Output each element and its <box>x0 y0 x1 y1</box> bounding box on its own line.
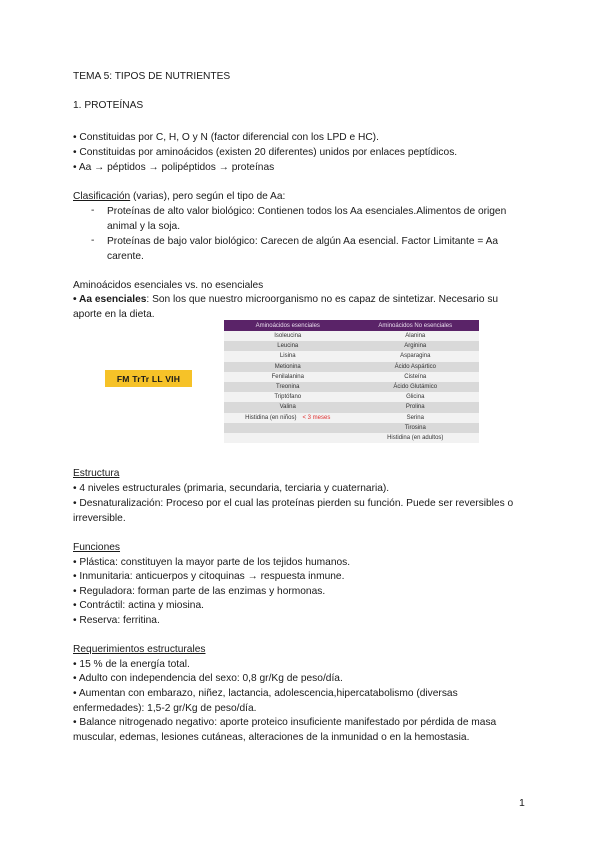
intro-item: • Constituidas por C, H, O y N (factor diferencial con los LPD e HC). <box>73 132 379 143</box>
aa-esenciales-text: : Son los que nuestro microorganismo no es capaz de sintetizar. Necesario su aporte en la dieta. <box>73 294 499 320</box>
estructura-item: • 4 niveles estructurales (primaria, secundaria, terciaria y cuaternaria). <box>73 483 390 494</box>
table-row <box>224 413 479 423</box>
funciones-item: • Inmunitaria: anticuerpos y citoquinas → respuesta inmune. <box>73 571 345 582</box>
table-cell: Asparagina <box>352 351 480 361</box>
aminoacidos-text <box>73 293 518 322</box>
funciones-item: • Plástica: constituyen la mayor parte de los tejidos humanos. <box>73 557 351 568</box>
table-cell: Isoleucina <box>224 331 352 341</box>
table-cell: Metionina <box>224 362 352 372</box>
table-cell <box>224 433 352 443</box>
intro-item: • Constituidas por aminoácidos (existen 20 diferentes) unidos por enlaces peptídicos. <box>73 147 458 158</box>
requerimientos-item: • 15 % de la energía total. <box>73 659 190 670</box>
table-cell: Triptófano <box>224 392 352 402</box>
dash-bullet: - <box>91 235 95 246</box>
table-header-row <box>224 320 479 331</box>
requerimientos-heading: Requerimientos estructurales <box>73 644 206 655</box>
table-cell <box>224 423 352 433</box>
clasificacion-heading: Clasificación <box>73 191 131 202</box>
table-cell: Treonina <box>224 382 352 392</box>
table-cell: Ácido Glutámico <box>352 382 480 392</box>
dash-bullet: - <box>91 205 95 216</box>
section-heading: 1. PROTEÍNAS <box>73 100 144 111</box>
table-row <box>224 362 479 372</box>
table-cell: Cisteína <box>352 372 480 382</box>
table-row <box>224 372 479 382</box>
requerimientos-item: • Adulto con independencia del sexo: 0,8 gr/Kg de peso/día. <box>73 673 343 684</box>
funciones-heading: Funciones <box>73 542 121 553</box>
estructura-item: • Desnaturalización: Proceso por el cual las proteínas pierden su función. Puede ser reversibles o irreversible. <box>73 498 514 524</box>
table-cell: Arginina <box>352 341 480 351</box>
table-row <box>224 433 479 443</box>
funciones-item: • Contráctil: actina y miosina. <box>73 600 204 611</box>
table-cell: Glicina <box>352 392 480 402</box>
aminoacid-table <box>224 320 479 443</box>
table-row <box>224 382 479 392</box>
table-row <box>224 423 479 433</box>
table-cell: Histidina (en niños) <box>245 414 297 421</box>
page-number: 1 <box>519 797 525 809</box>
table-row <box>224 331 479 341</box>
table-cell: Leucina <box>224 341 352 351</box>
clasificacion-line <box>73 190 285 205</box>
clasificacion-text: (varias), pero según el tipo de Aa: <box>130 191 286 202</box>
table-cell-with-note <box>224 413 352 423</box>
table-row <box>224 351 479 361</box>
table-cell: Fenilalanina <box>224 372 352 382</box>
table-row <box>224 402 479 412</box>
funciones-item: • Reserva: ferritina. <box>73 615 160 626</box>
table-cell: Ácido Aspártico <box>352 362 480 372</box>
intro-item: • Aa → péptidos → polipéptidos → proteínas <box>73 162 275 173</box>
table-header: Aminoácidos No esenciales <box>352 320 480 331</box>
age-note: < 3 meses <box>302 414 331 421</box>
table-cell: Lisina <box>224 351 352 361</box>
table-row <box>224 341 479 351</box>
estructura-heading: Estructura <box>73 468 120 479</box>
aminoacidos-heading: Aminoácidos esenciales vs. no esenciales <box>73 280 264 291</box>
funciones-item: • Reguladora: forman parte de las enzimas y hormonas. <box>73 586 326 597</box>
page-title: TEMA 5: TIPOS DE NUTRIENTES <box>73 71 231 82</box>
table-cell: Prolina <box>352 402 480 412</box>
mnemonic-badge: FM TrTr LL VIH <box>105 370 192 387</box>
table-row <box>224 392 479 402</box>
table-cell: Tirosina <box>352 423 480 433</box>
table-cell: Valina <box>224 402 352 412</box>
requerimientos-item: • Balance nitrogenado negativo: aporte proteico insuficiente manifestado por pérdida de masa muscular, edemas, lesiones cutáneas, alteraciones de la inmunidad o en la hemostasia. <box>73 717 497 743</box>
table-cell: Serina <box>352 413 480 423</box>
table-header: Aminoácidos esenciales <box>224 320 352 331</box>
clasificacion-item: Proteínas de alto valor biológico: Contienen todos los Aa esenciales.Alimentos de origen animal y la soja. <box>107 206 507 232</box>
table-cell: Alanina <box>352 331 480 341</box>
aa-esenciales-label: • Aa esenciales <box>73 294 147 305</box>
clasificacion-item: Proteínas de bajo valor biológico: Carecen de algún Aa esencial. Factor Limitante = Aa carente. <box>107 236 499 262</box>
requerimientos-item: • Aumentan con embarazo, niñez, lactancia, adolescencia,hipercatabolismo (diversas enfermedades): 1,5-2 gr/Kg de peso/día. <box>73 688 458 714</box>
table-cell: Histidina (en adultos) <box>352 433 480 443</box>
